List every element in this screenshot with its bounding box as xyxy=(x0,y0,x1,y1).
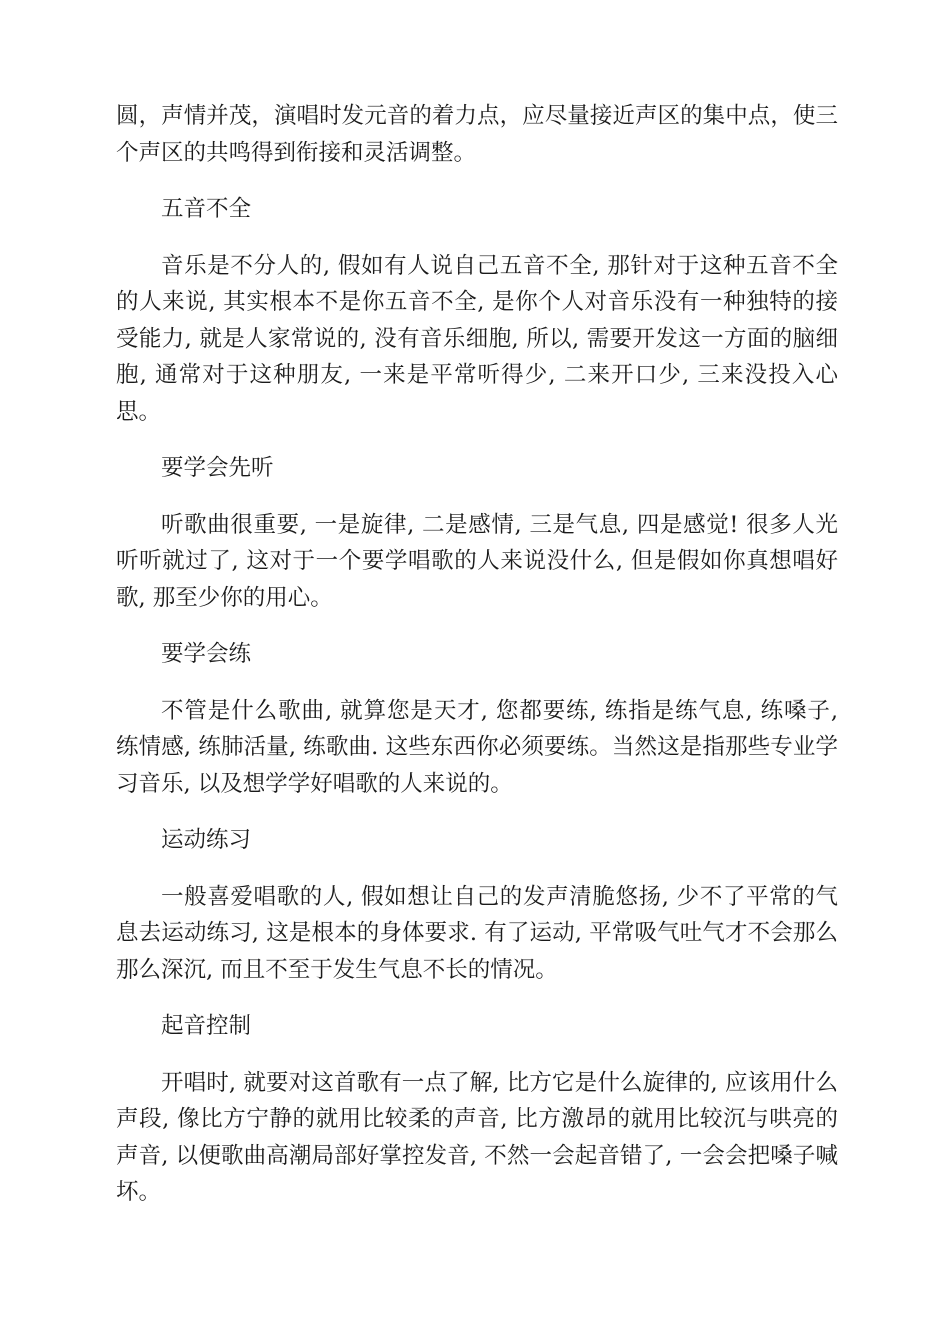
paragraph-vocal-registers: 圆，声情并茂，演唱时发元音的着力点，应尽量接近声区的集中点，使三个声区的共鸣得到衔接和灵活调整。 xyxy=(116,103,838,166)
paragraph-tone-deaf: 音乐是不分人的, 假如有人说自己五音不全, 那针对于这种五音不全的人来说, 其实根本不是你五音不全, 是你个人对音乐没有一种独特的接受能力, 就是人家常说的, 没有音乐细胞, 所以, 需要开发这一方面的脑细胞, 通常对于这种朋友, 一来是平常听得少, 二来开口少, 三来没投入心思。 xyxy=(116,252,838,425)
heading-tone-deaf: 五音不全 xyxy=(161,196,252,222)
heading-onset-control: 起音控制 xyxy=(161,1013,252,1039)
heading-exercise: 运动练习 xyxy=(161,827,252,853)
document-page xyxy=(116,98,838,1231)
paragraph-learn-to-practice: 不管是什么歌曲, 就算您是天才, 您都要练, 练指是练气息, 练嗓子, 练情感, 练肺活量, 练歌曲. 这些东西你必须要练。当然这是指那些专业学习音乐, 以及想学学好唱歌的人来说的。 xyxy=(116,697,838,797)
paragraph-exercise: 一般喜爱唱歌的人, 假如想让自己的发声清脆悠扬, 少不了平常的气息去运动练习, 这是根本的身体要求. 有了运动, 平常吸气吐气才不会那么那么深沉, 而且不至于发生气息不长的情况。 xyxy=(116,883,838,983)
heading-learn-to-listen: 要学会先听 xyxy=(161,455,274,481)
heading-learn-to-practice: 要学会练 xyxy=(161,641,252,667)
paragraph-learn-to-listen: 听歌曲很重要, 一是旋律, 二是感情, 三是气息, 四是感觉! 很多人光听听就过了, 这对于一个要学唱歌的人来说没什么, 但是假如你真想唱好歌, 那至少你的用心。 xyxy=(116,511,838,611)
paragraph-onset-control: 开唱时, 就要对这首歌有一点了解, 比方它是什么旋律的, 应该用什么声段, 像比方宁静的就用比较柔的声音, 比方激昂的就用比较沉与哄亮的声音, 以便歌曲高潮局部好掌控发音, 不然一会起音错了, 一会会把嗓子喊坏。 xyxy=(116,1069,838,1205)
